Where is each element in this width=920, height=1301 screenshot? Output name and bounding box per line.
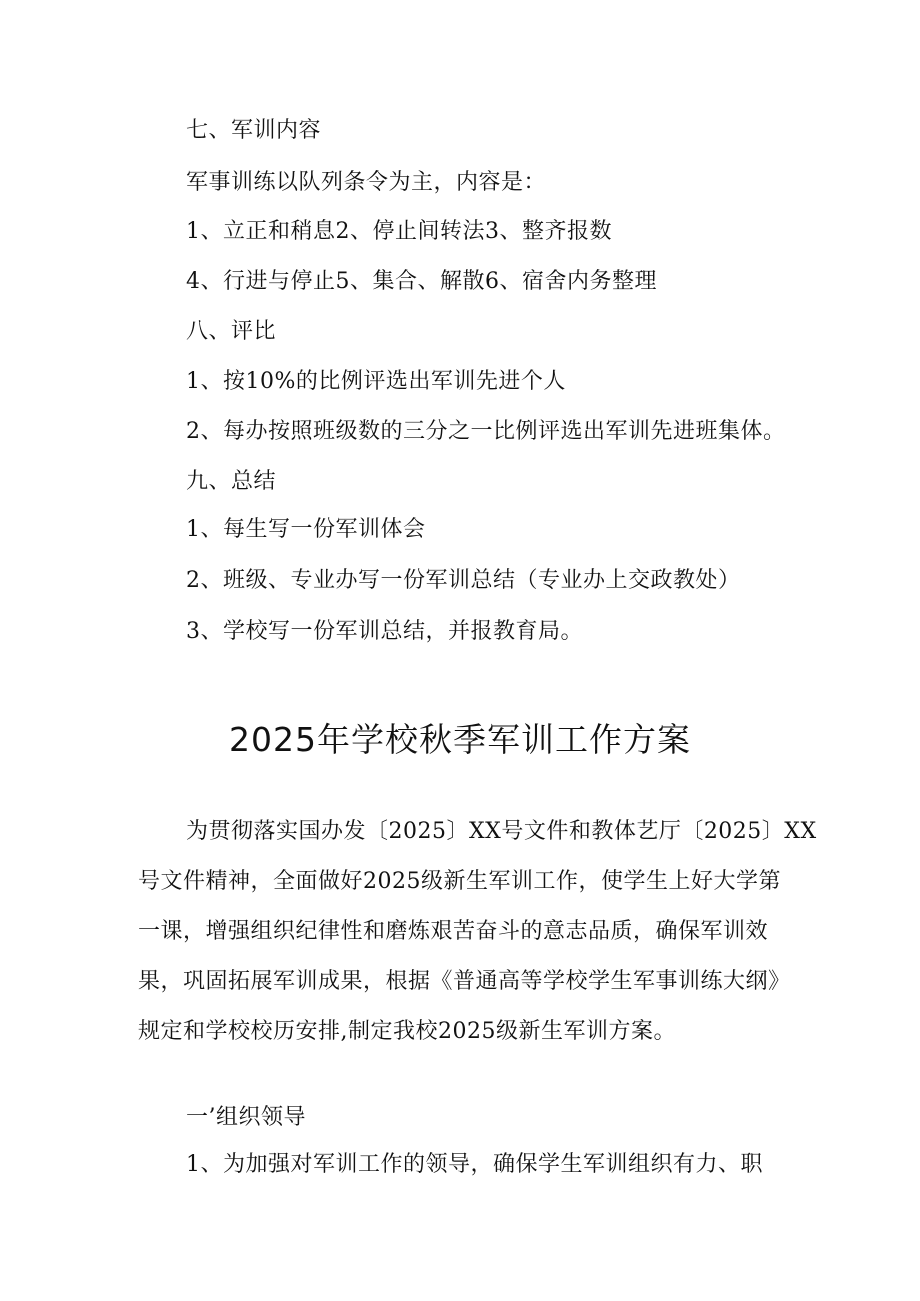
section-7-items-line-2: 4、行进与停止5、集合、解散6、宿舍内务整理: [186, 269, 657, 294]
plan-intro-line-1: 为贯彻落实国办发〔2025〕XX号文件和教体艺厅〔2025〕XX: [186, 819, 817, 844]
plan-intro-line-2: 号文件精神，全面做好2025级新生军训工作，使学生上好大学第: [138, 869, 781, 894]
plan-section-1-heading: 一’组织领导: [186, 1105, 306, 1130]
section-9-item-3: 3、学校写一份军训总结，并报教育局。: [186, 619, 583, 644]
section-9-item-2: 2、班级、专业办写一份军训总结（专业办上交政教处）: [186, 568, 741, 593]
section-9-item-1: 1、每生写一份军训体会: [186, 517, 426, 542]
section-7-heading: 七、军训内容: [186, 118, 322, 143]
plan-intro-line-5: 规定和学校校历安排,制定我校2025级新生军训方案。: [138, 1019, 676, 1044]
section-7-intro: 军事训练以队列条令为主，内容是：: [186, 170, 547, 195]
plan-intro-line-3: 一课，增强组织纪律性和磨炼艰苦奋斗的意志品质，确保军训效: [138, 919, 769, 944]
section-7-items-line-1: 1、立正和稍息2、停止间转法3、整齐报数: [186, 219, 612, 244]
section-8-heading: 八、评比: [186, 319, 277, 344]
section-8-item-2: 2、每办按照班级数的三分之一比例评选出军训先进班集体。: [186, 419, 786, 444]
section-8-item-1: 1、按10%的比例评选出军训先进个人: [186, 369, 566, 394]
plan-title: 2025年学校秋季军训工作方案: [229, 720, 691, 759]
section-9-heading: 九、总结: [186, 469, 277, 494]
plan-section-1-item-1: 1、为加强对军训工作的领导，确保学生军训组织有力、职: [186, 1152, 763, 1177]
plan-intro-line-4: 果，巩固拓展军训成果，根据《普通高等学校学生军事训练大纲》: [138, 969, 791, 994]
